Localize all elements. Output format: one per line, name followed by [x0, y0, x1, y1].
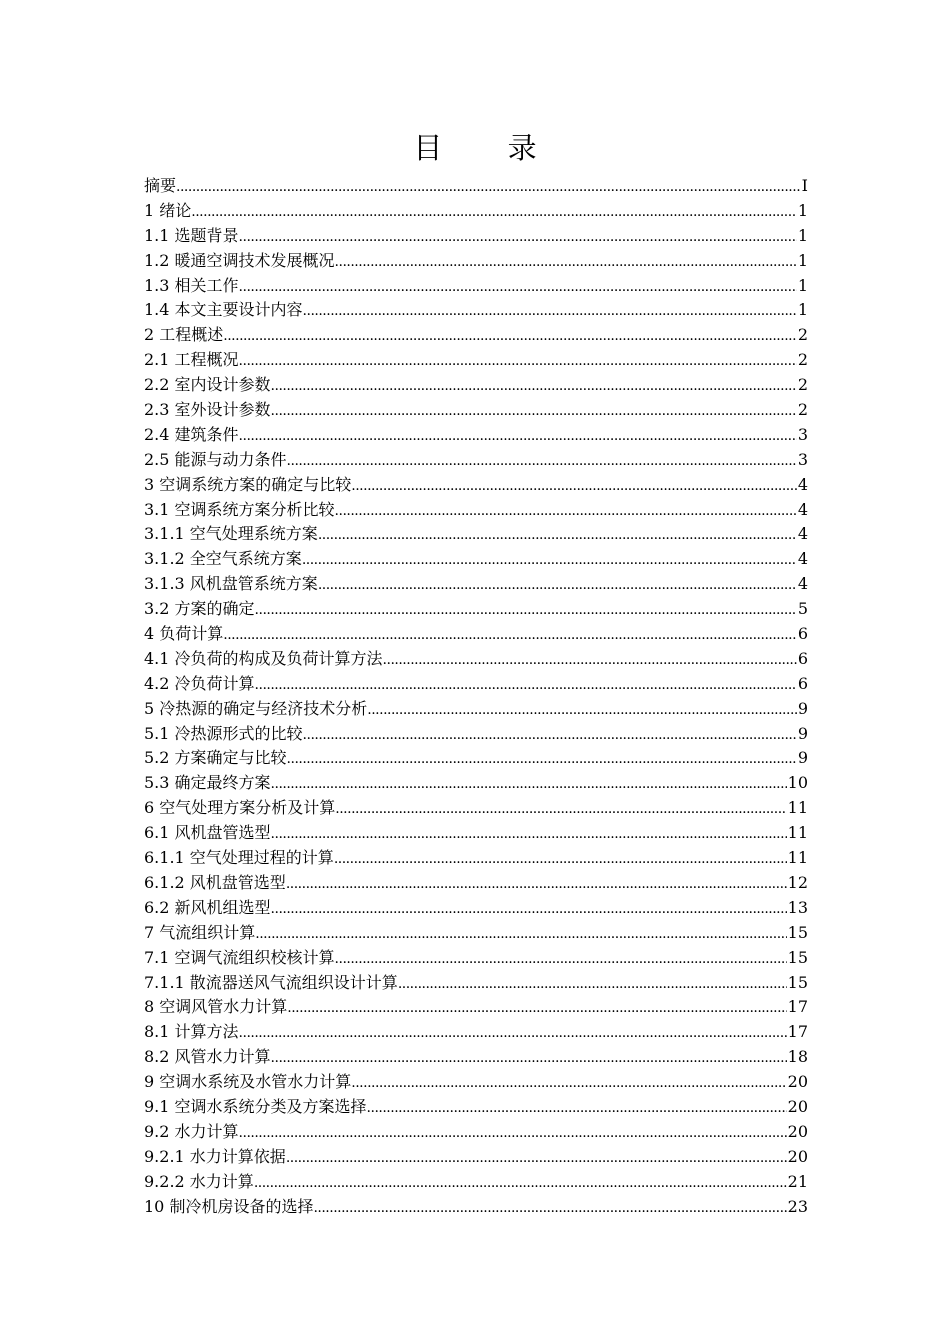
toc-entry-page-number: 15: [787, 947, 808, 967]
toc-entry[interactable]: [144, 274, 808, 299]
toc-dot-leader: [271, 822, 787, 846]
toc-entry[interactable]: [144, 547, 808, 572]
toc-entry-label: 3.1.3 风机盘管系统方案: [144, 574, 318, 594]
toc-entry-label: 2.5 能源与动力条件: [144, 449, 287, 469]
toc-entry-label: 3.2 方案的确定: [144, 599, 255, 619]
toc-entry[interactable]: [144, 224, 808, 249]
toc-dot-leader: [335, 499, 797, 523]
toc-entry-page-number: 17: [787, 1022, 808, 1042]
toc-entry-page-number: 20: [787, 1121, 808, 1141]
toc-dot-leader: [302, 548, 797, 572]
toc-dot-leader: [398, 972, 787, 996]
toc-entry-label: 1.3 相关工作: [144, 275, 239, 295]
toc-entry-page-number: 4: [797, 474, 808, 494]
toc-entry[interactable]: [144, 373, 808, 398]
toc-dot-leader: [271, 772, 787, 796]
toc-entry-label: 1.2 暖通空调技术发展概况: [144, 250, 335, 270]
toc-entry-page-number: 1: [797, 275, 808, 295]
toc-entry[interactable]: [144, 1070, 808, 1095]
toc-dot-leader: [351, 474, 797, 498]
toc-entry-page-number: 13: [787, 897, 808, 917]
toc-entry-page-number: 4: [797, 499, 808, 519]
toc-entry-page-number: 11: [787, 823, 808, 843]
toc-dot-leader: [367, 1096, 787, 1120]
toc-list: [144, 174, 808, 1219]
toc-entry[interactable]: [144, 597, 808, 622]
toc-dot-leader: [303, 299, 797, 323]
toc-entry-label: 4 负荷计算: [144, 624, 224, 644]
toc-entry[interactable]: [144, 995, 808, 1020]
toc-entry-page-number: 15: [787, 922, 808, 942]
toc-dot-leader: [239, 275, 797, 299]
toc-entry-page-number: 9: [797, 723, 808, 743]
toc-entry-label: 5.3 确定最终方案: [144, 773, 271, 793]
toc-entry[interactable]: [144, 448, 808, 473]
toc-dot-leader: [287, 747, 797, 771]
toc-dot-leader: [239, 424, 797, 448]
toc-entry-page-number: 6: [797, 648, 808, 668]
toc-entry[interactable]: [144, 921, 808, 946]
toc-entry-label: 8 空调风管水力计算: [144, 997, 288, 1017]
toc-dot-leader: [239, 1021, 787, 1045]
toc-entry[interactable]: [144, 946, 808, 971]
toc-dot-leader: [191, 200, 797, 224]
toc-dot-leader: [271, 374, 797, 398]
toc-entry-label: 9.1 空调水系统分类及方案选择: [144, 1096, 367, 1116]
toc-entry-label: 8.2 风管水力计算: [144, 1047, 271, 1067]
toc-entry[interactable]: [144, 871, 808, 896]
toc-entry-page-number: 1: [797, 200, 808, 220]
toc-entry-page-number: 9: [797, 698, 808, 718]
toc-entry-label: 7.1 空调气流组织校核计算: [144, 947, 335, 967]
toc-entry-label: 6.2 新风机组选型: [144, 897, 271, 917]
toc-entry[interactable]: [144, 572, 808, 597]
toc-entry-label: 1.4 本文主要设计内容: [144, 300, 303, 320]
toc-entry[interactable]: [144, 1120, 808, 1145]
toc-entry-page-number: 5: [797, 599, 808, 619]
toc-dot-leader: [313, 1196, 786, 1220]
toc-entry-label: 3 空调系统方案的确定与比较: [144, 474, 352, 494]
toc-entry-label: 2.3 室外设计参数: [144, 400, 271, 420]
toc-entry[interactable]: [144, 846, 808, 871]
toc-dot-leader: [239, 225, 797, 249]
toc-entry-label: 6.1.2 风机盘管选型: [144, 872, 286, 892]
toc-entry[interactable]: [144, 1045, 808, 1070]
toc-entry-label: 2.1 工程概况: [144, 350, 239, 370]
toc-dot-leader: [271, 399, 797, 423]
toc-entry-page-number: 1: [797, 225, 808, 245]
toc-entry-page-number: 21: [787, 1171, 808, 1191]
toc-entry-page-number: 3: [797, 449, 808, 469]
toc-entry-page-number: 4: [797, 549, 808, 569]
toc-dot-leader: [383, 648, 797, 672]
toc-entry-page-number: 6: [797, 673, 808, 693]
page-title: 目 录: [413, 131, 565, 165]
toc-entry-page-number: 4: [797, 574, 808, 594]
toc-dot-leader: [255, 598, 797, 622]
toc-entry-label: 6.1 风机盘管选型: [144, 823, 271, 843]
toc-entry[interactable]: [144, 473, 808, 498]
toc-entry-page-number: 9: [797, 748, 808, 768]
toc-dot-leader: [223, 324, 797, 348]
toc-entry-page-number: 15: [787, 972, 808, 992]
toc-entry[interactable]: [144, 746, 808, 771]
toc-entry[interactable]: [144, 896, 808, 921]
toc-entry-label: 9 空调水系统及水管水力计算: [144, 1072, 352, 1092]
toc-entry[interactable]: [144, 298, 808, 323]
toc-entry-page-number: 11: [787, 848, 808, 868]
toc-entry-page-number: 18: [787, 1047, 808, 1067]
toc-entry-label: 9.2 水力计算: [144, 1121, 239, 1141]
toc-entry[interactable]: [144, 398, 808, 423]
toc-dot-leader: [286, 1146, 787, 1170]
toc-entry[interactable]: [144, 622, 808, 647]
toc-entry-label: 4.1 冷负荷的构成及负荷计算方法: [144, 648, 383, 668]
toc-entry[interactable]: [144, 323, 808, 348]
toc-dot-leader: [254, 1171, 787, 1195]
toc-dot-leader: [239, 349, 797, 373]
toc-entry[interactable]: [144, 423, 808, 448]
toc-entry-page-number: 4: [797, 524, 808, 544]
toc-entry-page-number: 20: [787, 1146, 808, 1166]
toc-entry-label: 9.2.2 水力计算: [144, 1171, 254, 1191]
toc-entry-page-number: 20: [787, 1072, 808, 1092]
toc-entry[interactable]: [144, 348, 808, 373]
toc-entry[interactable]: [144, 971, 808, 996]
toc-entry[interactable]: [144, 249, 808, 274]
toc-entry-label: 7 气流组织计算: [144, 922, 256, 942]
toc-entry-label: 1.1 选题背景: [144, 225, 239, 245]
toc-entry[interactable]: [144, 672, 808, 697]
toc-entry-page-number: I: [801, 176, 808, 195]
toc-entry-label: 10 制冷机房设备的选择: [144, 1196, 314, 1216]
toc-entry-label: 6.1.1 空气处理过程的计算: [144, 848, 334, 868]
toc-entry[interactable]: [144, 771, 808, 796]
toc-entry[interactable]: [144, 199, 808, 224]
toc-entry[interactable]: [144, 1020, 808, 1045]
toc-entry-page-number: 11: [787, 798, 808, 818]
toc-dot-leader: [334, 847, 787, 871]
toc-entry-page-number: 17: [787, 997, 808, 1017]
toc-dot-leader: [255, 673, 797, 697]
toc-entry-label: 2.2 室内设计参数: [144, 375, 271, 395]
toc-dot-leader: [239, 1121, 787, 1145]
toc-dot-leader: [318, 523, 797, 547]
toc-entry-label: 3.1 空调系统方案分析比较: [144, 499, 335, 519]
toc-entry-page-number: 2: [797, 350, 808, 370]
toc-entry-page-number: 10: [787, 773, 808, 793]
toc-entry-label: 3.1.2 全空气系统方案: [144, 549, 302, 569]
toc-entry[interactable]: [144, 647, 808, 672]
toc-dot-leader: [303, 723, 797, 747]
toc-entry-page-number: 2: [797, 375, 808, 395]
toc-entry-page-number: 1: [797, 300, 808, 320]
toc-entry-label: 2.4 建筑条件: [144, 424, 239, 444]
toc-entry[interactable]: [144, 722, 808, 747]
toc-entry-page-number: 20: [787, 1096, 808, 1116]
toc-entry-label: 5.1 冷热源形式的比较: [144, 723, 303, 743]
toc-dot-leader: [286, 872, 787, 896]
toc-entry-page-number: 23: [787, 1196, 808, 1216]
toc-dot-leader: [335, 250, 797, 274]
toc-dot-leader: [335, 797, 786, 821]
toc-entry[interactable]: [144, 821, 808, 846]
toc-entry[interactable]: [144, 796, 808, 821]
toc-entry-label: 摘要: [144, 176, 177, 195]
toc-entry-page-number: 1: [797, 250, 808, 270]
toc-dot-leader: [176, 175, 801, 199]
toc-dot-leader: [318, 573, 797, 597]
toc-entry-label: 3.1.1 空气处理系统方案: [144, 524, 318, 544]
toc-dot-leader: [287, 996, 786, 1020]
toc-entry[interactable]: [144, 1170, 808, 1195]
toc-entry-page-number: 3: [797, 424, 808, 444]
toc-entry-label: 7.1.1 散流器送风气流组织设计计算: [144, 972, 398, 992]
toc-entry-page-number: 2: [797, 400, 808, 420]
toc-dot-leader: [335, 947, 787, 971]
toc-entry-page-number: 2: [797, 325, 808, 345]
toc-entry-page-number: 6: [797, 624, 808, 644]
toc-entry[interactable]: [144, 1095, 808, 1120]
toc-entry-label: 8.1 计算方法: [144, 1022, 239, 1042]
toc-entry-label: 2 工程概述: [144, 325, 224, 345]
toc-entry[interactable]: [144, 1145, 808, 1170]
toc-dot-leader: [255, 922, 786, 946]
toc-entry-label: 1 绪论: [144, 200, 192, 220]
toc-dot-leader: [351, 1071, 786, 1095]
toc-entry[interactable]: [144, 174, 808, 199]
toc-entry[interactable]: [144, 498, 808, 523]
toc-entry[interactable]: [144, 697, 808, 722]
toc-entry-label: 9.2.1 水力计算依据: [144, 1146, 286, 1166]
toc-entry-label: 4.2 冷负荷计算: [144, 673, 255, 693]
toc-entry-label: 5 冷热源的确定与经济技术分析: [144, 698, 368, 718]
toc-entry-label: 6 空气处理方案分析及计算: [144, 798, 336, 818]
toc-dot-leader: [271, 1046, 787, 1070]
toc-dot-leader: [367, 698, 797, 722]
toc-entry[interactable]: [144, 522, 808, 547]
toc-dot-leader: [271, 897, 787, 921]
toc-entry-page-number: 12: [787, 872, 808, 892]
toc-dot-leader: [223, 623, 797, 647]
toc-dot-leader: [287, 449, 797, 473]
toc-entry[interactable]: [144, 1195, 808, 1220]
toc-entry-label: 5.2 方案确定与比较: [144, 748, 287, 768]
